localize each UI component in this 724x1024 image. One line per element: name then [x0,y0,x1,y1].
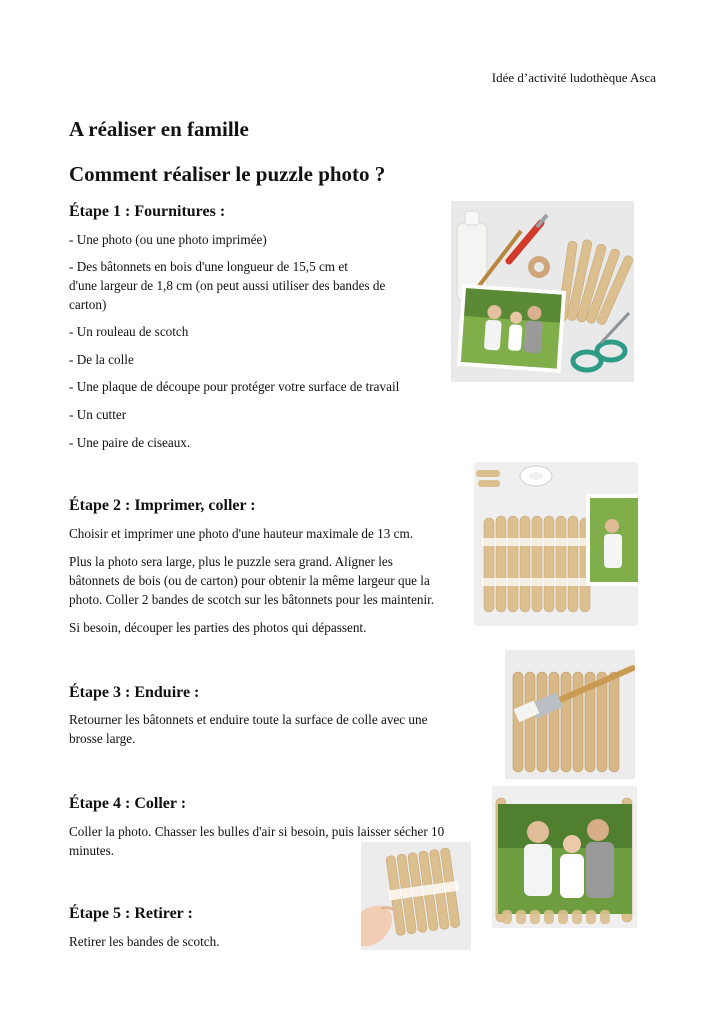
step1-item: - Des bâtonnets en bois d'une longueur de 15,5 cm et [69,259,348,274]
step4-line: minutes. [69,843,115,858]
step3-line: Retourner les bâtonnets et enduire toute la surface de colle avec une [69,712,428,727]
page-subtitle: A réaliser en famille [69,117,249,141]
glued-photo-illustration [492,786,637,928]
step5-line: Retirer les bandes de scotch. [69,934,220,949]
step3-heading: Étape 3 : Enduire : [69,684,200,701]
remove-tape-photo [361,842,471,950]
step4-heading: Étape 4 : Coller : [69,795,187,812]
step2-line: Si besoin, découper les parties des photos qui dépassent. [69,620,367,635]
step5-heading: Étape 5 : Retirer : [69,905,193,922]
glued-photo-puzzle [492,786,637,928]
step2-line: Plus la photo sera large, plus le puzzle sera grand. Aligner les [69,554,393,569]
step1-item: - Une plaque de découpe pour protéger votre surface de travail [69,379,400,394]
supplies-photo [451,201,634,382]
step1-item: - Une paire de ciseaux. [69,435,191,450]
supplies-illustration [451,201,634,382]
step1-item: carton) [69,297,107,312]
step1-item: - Un cutter [69,407,127,422]
glue-brush-illustration [505,650,635,779]
page-title: Comment réaliser le puzzle photo ? [69,162,386,186]
step1-item: d'une largeur de 1,8 cm (on peut aussi utiliser des bandes de [69,278,386,293]
step4-line: Coller la photo. Chasser les bulles d'air si besoin, puis laisser sécher 10 [69,824,445,839]
step2-heading: Étape 2 : Imprimer, coller : [69,497,256,514]
remove-tape-illustration [361,842,471,950]
header-note: Idée d’activité ludothèque Asca [491,70,656,85]
step1-item: - Un rouleau de scotch [69,324,189,339]
step2-line: photo. Coller 2 bandes de scotch sur les bâtonnets pour les maintenir. [69,592,435,607]
step2-line: Choisir et imprimer une photo d'une hauteur maximale de 13 cm. [69,526,414,541]
sticks-tape-photo [474,462,638,626]
step3-line: brosse large. [69,731,136,746]
step1-heading: Étape 1 : Fournitures : [69,203,226,220]
glue-brush-photo [505,650,635,779]
step2-line: bâtonnets de bois (ou de carton) pour obtenir la même largeur que la [69,573,430,588]
step1-item: - De la colle [69,352,134,367]
step1-item: - Une photo (ou une photo imprimée) [69,232,267,247]
sticks-tape-illustration [474,462,638,626]
